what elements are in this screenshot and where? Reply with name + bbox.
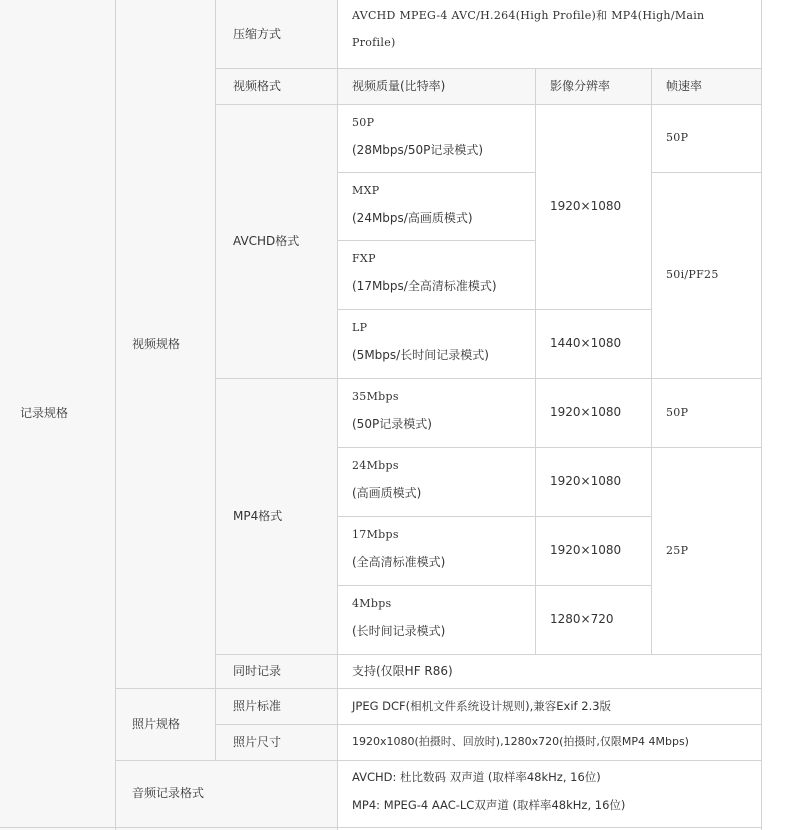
mode-desc: (高画质模式) [352, 485, 422, 500]
resolution-mp4-4: 1280×720 [550, 612, 614, 626]
audio-values [337, 760, 762, 827]
mode-name: LP [352, 321, 368, 334]
simultaneous-value: 支持(仅限HF R86) [352, 663, 453, 678]
framerate-avchd-50p: 50P [666, 131, 689, 145]
mp4-mode-17 [337, 516, 535, 585]
mode-name: 17Mbps [352, 528, 399, 541]
audio-mp4: MP4: MPEG-4 AAC-LC双声道 (取样率48kHz, 16位) [352, 798, 626, 813]
label-photo-size: 照片尺寸 [233, 734, 282, 749]
header-quality: 视频质量(比特率) [352, 78, 446, 93]
resolution-avchd-main: 1920×1080 [550, 199, 622, 213]
header-framerate: 帧速率 [666, 78, 703, 93]
row-label-video-spec: 视频规格 [132, 336, 181, 351]
mp4-mode-4 [337, 585, 535, 654]
audio-avchd: AVCHD: 杜比数码 双声道 (取样率48kHz, 16位) [352, 770, 601, 784]
mode-desc: (50P记录模式) [352, 416, 432, 431]
mode-desc: (5Mbps/长时间记录模式) [352, 347, 489, 362]
resolution-mp4-24: 1920×1080 [550, 474, 622, 488]
framerate-avchd-50i: 50i/PF25 [666, 268, 719, 282]
label-compression: 压缩方式 [233, 26, 282, 41]
mode-desc: (长时间记录模式) [352, 623, 446, 638]
mode-name: MXP [352, 184, 380, 197]
compression-line: Profile) [352, 35, 396, 49]
mp4-mode-24 [337, 447, 535, 516]
row-label-photo-spec: 照片规格 [132, 716, 181, 731]
row-label-audio-spec: 音频记录格式 [132, 786, 205, 800]
avchd-mode-lp [337, 309, 535, 378]
label-avchd: AVCHD格式 [233, 233, 300, 248]
resolution-avchd-lp: 1440×1080 [550, 336, 622, 350]
label-photo-standard: 照片标准 [233, 698, 282, 713]
mode-name: 35Mbps [352, 390, 399, 403]
mode-name: 4Mbps [352, 597, 392, 610]
photo-size-value: 1920x1080(拍摄时、回放时),1280x720(拍摄时,仅限MP4 4Mbps) [352, 735, 689, 749]
resolution-mp4-17: 1920×1080 [550, 543, 622, 557]
photo-standard-value: JPEG DCF(相机文件系统设计规则),兼容Exif 2.3版 [352, 698, 612, 713]
mode-desc: (28Mbps/50P记录模式) [352, 142, 484, 157]
mode-name: 24Mbps [352, 459, 399, 472]
resolution-mp4-35: 1920×1080 [550, 405, 622, 419]
header-resolution: 影像分辨率 [550, 78, 611, 93]
mode-desc: (24Mbps/高画质模式) [352, 210, 473, 225]
label-simultaneous: 同时记录 [233, 663, 282, 678]
avchd-mode-mxp [337, 172, 535, 240]
label-mp4: MP4格式 [233, 508, 283, 523]
avchd-mode-50p [337, 104, 535, 172]
mode-desc: (17Mbps/全高清标准模式) [352, 278, 497, 293]
label-video-format: 视频格式 [233, 78, 282, 93]
framerate-mp4-50p: 50P [666, 405, 689, 419]
mode-desc: (全高清标准模式) [352, 554, 446, 569]
compression-line: AVCHD MPEG-4 AVC/H.264(High Profile)和 MP4(High/Main [352, 9, 705, 22]
compression-value [337, 0, 762, 68]
avchd-mode-fxp [337, 240, 535, 309]
row-label-record-spec: 记录规格 [20, 406, 69, 420]
h-line [0, 827, 762, 828]
mode-name: FXP [352, 252, 376, 265]
mp4-mode-35 [337, 378, 535, 447]
framerate-mp4-25p: 25P [666, 543, 689, 557]
mode-name: 50P [352, 116, 375, 129]
